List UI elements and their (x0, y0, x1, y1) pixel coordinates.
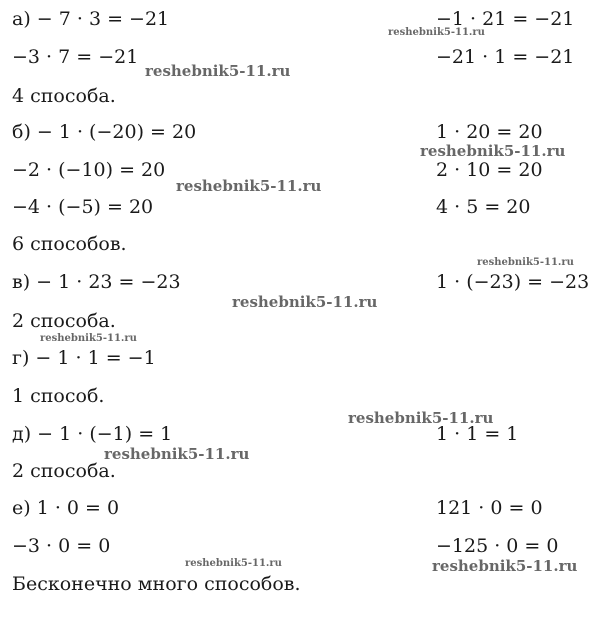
count-e: Бесконечно много способов. (12, 573, 301, 595)
watermark: reshebnik5-11.ru (388, 27, 485, 38)
count-d: 2 способа. (12, 460, 116, 482)
eq-e-right-1: 121 · 0 = 0 (436, 497, 543, 519)
eq-a-left-2: −3 · 7 = −21 (12, 46, 139, 68)
watermark: reshebnik5-11.ru (145, 62, 291, 80)
count-a: 4 способа. (12, 85, 116, 107)
count-v: 2 способа. (12, 310, 116, 332)
eq-v-left-1: в) − 1 · 23 = −23 (12, 271, 181, 293)
eq-g-left-1: г) − 1 · 1 = −1 (12, 347, 156, 369)
watermark: reshebnik5-11.ru (185, 558, 282, 569)
eq-b-left-1: б) − 1 · (−20) = 20 (12, 121, 197, 143)
eq-d-right-1: 1 · 1 = 1 (436, 423, 519, 445)
eq-v-right-1: 1 · (−23) = −23 (436, 271, 590, 293)
watermark: reshebnik5-11.ru (477, 257, 574, 268)
watermark: reshebnik5-11.ru (232, 293, 378, 311)
eq-b-right-2: 2 · 10 = 20 (436, 159, 543, 181)
watermark: reshebnik5-11.ru (432, 557, 578, 575)
watermark: reshebnik5-11.ru (40, 333, 137, 344)
watermark: reshebnik5-11.ru (420, 142, 566, 160)
eq-e-right-2: −125 · 0 = 0 (436, 535, 559, 557)
eq-d-left-1: д) − 1 · (−1) = 1 (12, 423, 173, 445)
watermark: reshebnik5-11.ru (104, 445, 250, 463)
count-g: 1 способ. (12, 385, 105, 407)
eq-a-left-1: а) − 7 · 3 = −21 (12, 8, 170, 30)
eq-b-left-3: −4 · (−5) = 20 (12, 196, 154, 218)
eq-e-left-1: е) 1 · 0 = 0 (12, 497, 120, 519)
watermark: reshebnik5-11.ru (348, 409, 494, 427)
count-b: 6 способов. (12, 233, 127, 255)
eq-e-left-2: −3 · 0 = 0 (12, 535, 111, 557)
eq-a-right-2: −21 · 1 = −21 (436, 46, 575, 68)
watermark: reshebnik5-11.ru (176, 177, 322, 195)
eq-b-right-3: 4 · 5 = 20 (436, 196, 531, 218)
eq-a-right-1: −1 · 21 = −21 (436, 8, 575, 30)
eq-b-left-2: −2 · (−10) = 20 (12, 159, 166, 181)
eq-b-right-1: 1 · 20 = 20 (436, 121, 543, 143)
